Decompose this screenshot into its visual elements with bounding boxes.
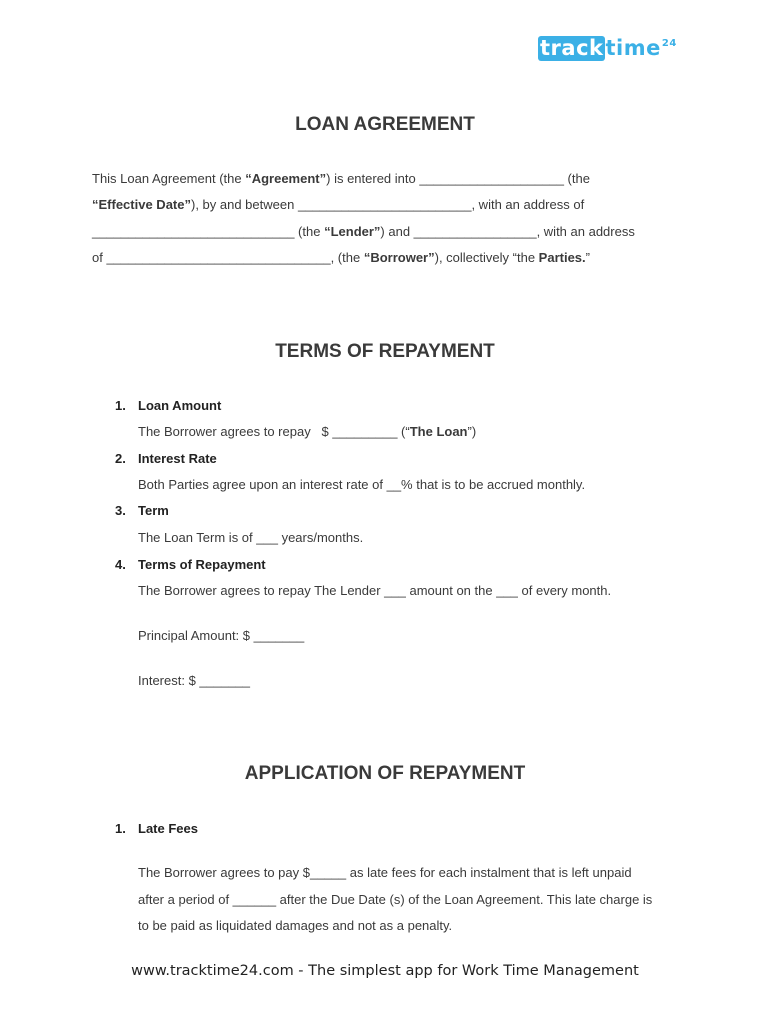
lender-term: “Lender” [324, 224, 381, 239]
effective-date-term: “Effective Date” [92, 197, 191, 212]
item-title-late-fees: Late Fees [138, 821, 198, 836]
intro-text: This Loan Agreement (the [92, 171, 246, 186]
intro-text: ____________________________ (the [92, 224, 325, 239]
intro-line-2 [92, 197, 584, 212]
borrower-term: “Borrower” [363, 250, 435, 265]
item-text-terms-of-repayment: The Borrower agrees to repay The Lender ___ amount on the ___ of every month. [138, 583, 612, 598]
agreement-term: “Agreement” [245, 171, 327, 186]
intro-line-1 [92, 171, 590, 186]
interest-amount: Interest: $ _______ [138, 673, 251, 688]
intro-text: ) and _________________, with an address [380, 224, 635, 239]
late-fees-line-2: after a period of ______ after the Due Date (s) of the Loan Agreement. This late charge is [138, 892, 653, 907]
footer-text: www.tracktime24.com - The simplest app for Work Time Management [131, 963, 639, 979]
list-number: 4. [115, 557, 126, 572]
item-title-terms-of-repayment: Terms of Repayment [138, 557, 266, 572]
intro-text: ) is entered into ____________________ (the [326, 171, 590, 186]
terms-heading: TERMS OF REPAYMENT [275, 341, 495, 362]
item-text: The Borrower agrees to repay $ _________ (“ [138, 424, 410, 439]
intro-text: ), by and between ________________________, with an address of [190, 197, 585, 212]
item-text-interest-rate: Both Parties agree upon an interest rate of __% that is to be accrued monthly. [138, 477, 586, 492]
list-number: 1. [115, 821, 126, 836]
logo-box-text: track [540, 36, 604, 60]
intro-line-4 [92, 250, 590, 265]
item-title-term: Term [138, 503, 169, 518]
late-fees-line-1: The Borrower agrees to pay $_____ as late fees for each instalment that is left unpaid [138, 865, 632, 880]
parties-term: Parties. [538, 250, 586, 265]
item-text-term: The Loan Term is of ___ years/months. [138, 530, 364, 545]
late-fees-line-3: to be paid as liquidated damages and not as a penalty. [138, 918, 453, 933]
the-loan-term: The Loan [409, 424, 468, 439]
intro-text: ” [585, 250, 590, 265]
item-title-interest-rate: Interest Rate [138, 451, 217, 466]
list-number: 2. [115, 451, 126, 466]
list-number: 1. [115, 398, 126, 413]
logo-rest-text: time [605, 36, 661, 60]
item-text-loan-amount [138, 424, 476, 439]
item-title-loan-amount: Loan Amount [138, 398, 222, 413]
intro-line-3 [92, 224, 635, 239]
list-number: 3. [115, 503, 126, 518]
logo-superscript: 24 [661, 38, 677, 49]
intro-text: ), collectively “the [434, 250, 539, 265]
principal-amount: Principal Amount: $ _______ [138, 628, 305, 643]
intro-text: of _______________________________, (the [92, 250, 364, 265]
document-title: LOAN AGREEMENT [295, 114, 475, 135]
item-text: ”) [467, 424, 477, 439]
tracktime-logo [538, 38, 677, 59]
application-heading: APPLICATION OF REPAYMENT [244, 763, 526, 784]
